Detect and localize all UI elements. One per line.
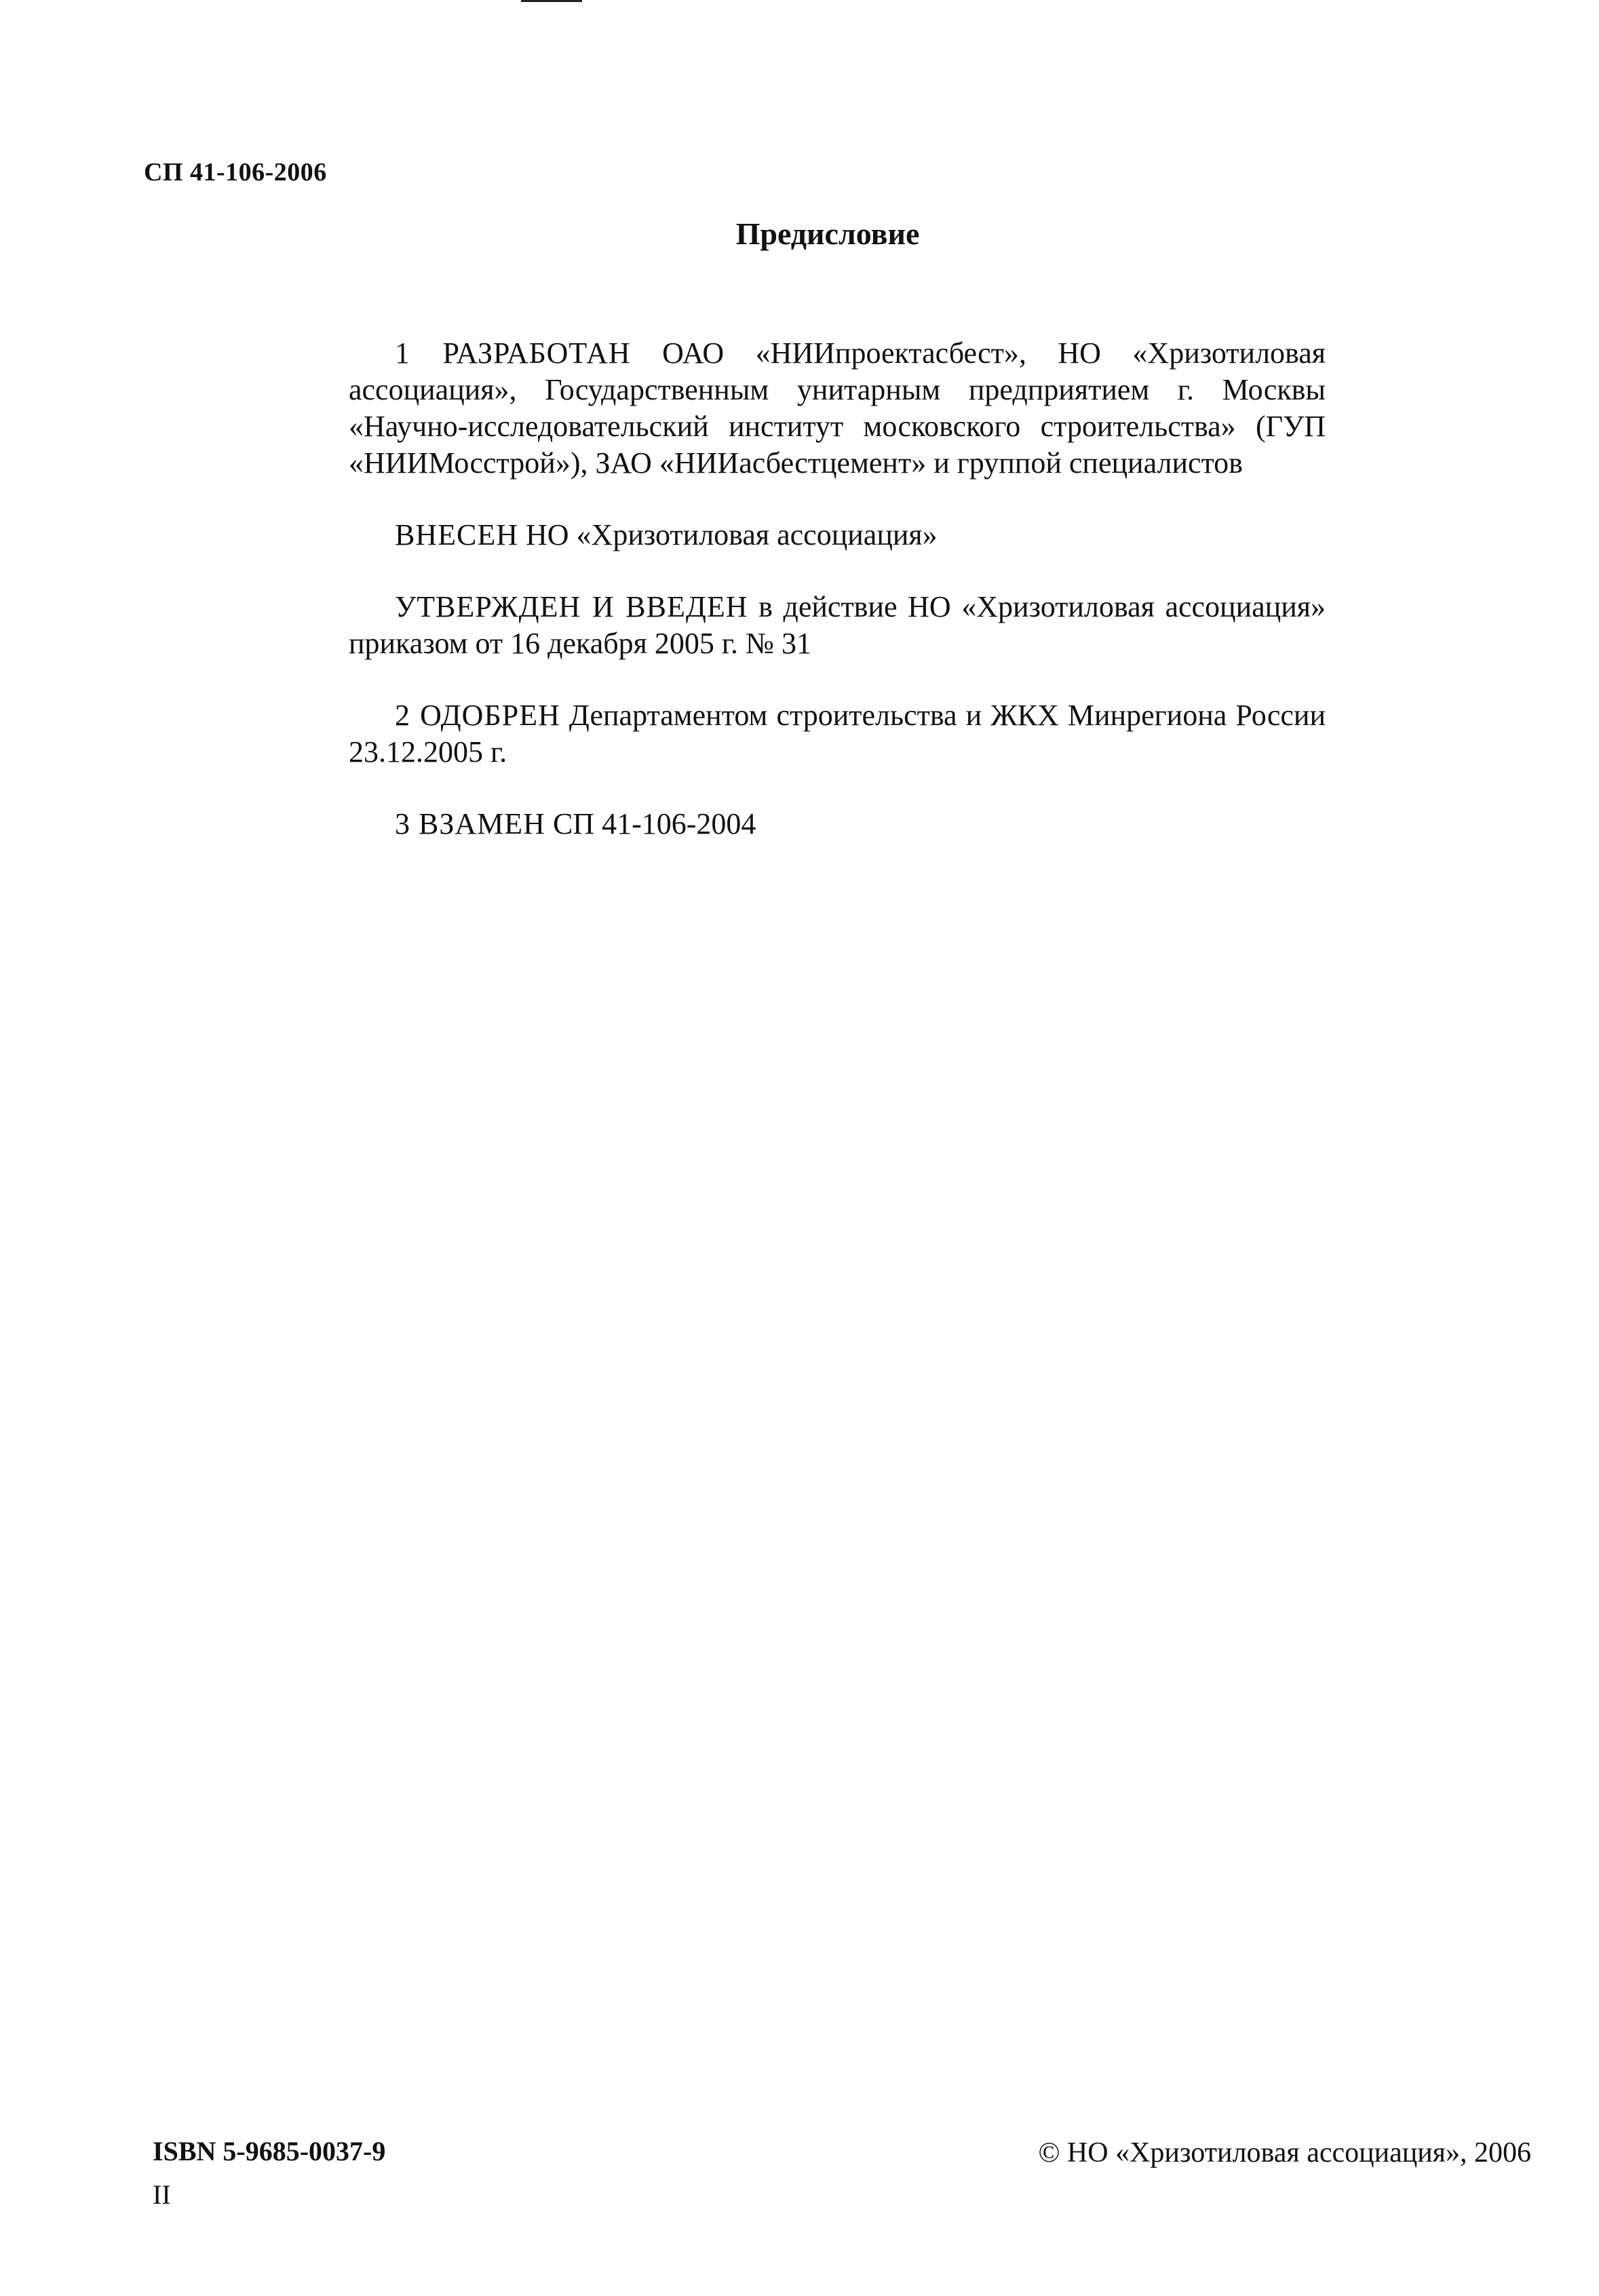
- page-title: Предисловие: [735, 216, 920, 251]
- paragraph-lead: 3 ВЗАМЕН: [395, 807, 545, 840]
- foreword-paragraph-replaces: [349, 806, 1326, 842]
- isbn: ISBN 5-9685-0037-9: [153, 2136, 386, 2166]
- paragraph-text: Департаментом строительства и ЖКХ Минрегиона России 23.12.2005 г.: [349, 699, 1326, 768]
- paragraph-lead: 2 ОДОБРЕН: [395, 699, 560, 732]
- paragraph-text: ОАО «НИИпроектасбест», НО «Хризотиловая ассоциация», Государственным унитарным предприятием г. Москвы «Научно-исследовательский институт московского строительства» (ГУП «НИИМосстрой»), ЗАО «НИИасбестцемент» и группой специалистов: [349, 336, 1326, 480]
- paragraph-text: в действие НО «Хризотиловая ассоциация» приказом от 16 декабря 2005 г. № 31: [349, 590, 1326, 660]
- paragraph-text: НО «Хризотиловая ассоциация»: [518, 518, 938, 551]
- foreword-body: [349, 335, 1326, 878]
- foreword-paragraph-endorsed: [349, 697, 1326, 771]
- foreword-paragraph-developed: [349, 335, 1326, 482]
- page-number: II: [153, 2179, 171, 2210]
- copyright-notice: © НО «Хризотиловая ассоциация», 2006: [1038, 2137, 1531, 2168]
- document-code: СП 41-106-2006: [144, 158, 327, 187]
- top-rule: [521, 0, 582, 2]
- paragraph-text: СП 41-106-2004: [545, 807, 756, 840]
- foreword-paragraph-approved: [349, 589, 1326, 662]
- paragraph-lead: 1 РАЗРАБОТАН: [395, 336, 631, 370]
- paragraph-lead: УТВЕРЖДЕН И ВВЕДЕН: [395, 590, 748, 623]
- paragraph-lead: ВНЕСЕН: [395, 518, 518, 551]
- foreword-paragraph-introduced: [349, 517, 1326, 553]
